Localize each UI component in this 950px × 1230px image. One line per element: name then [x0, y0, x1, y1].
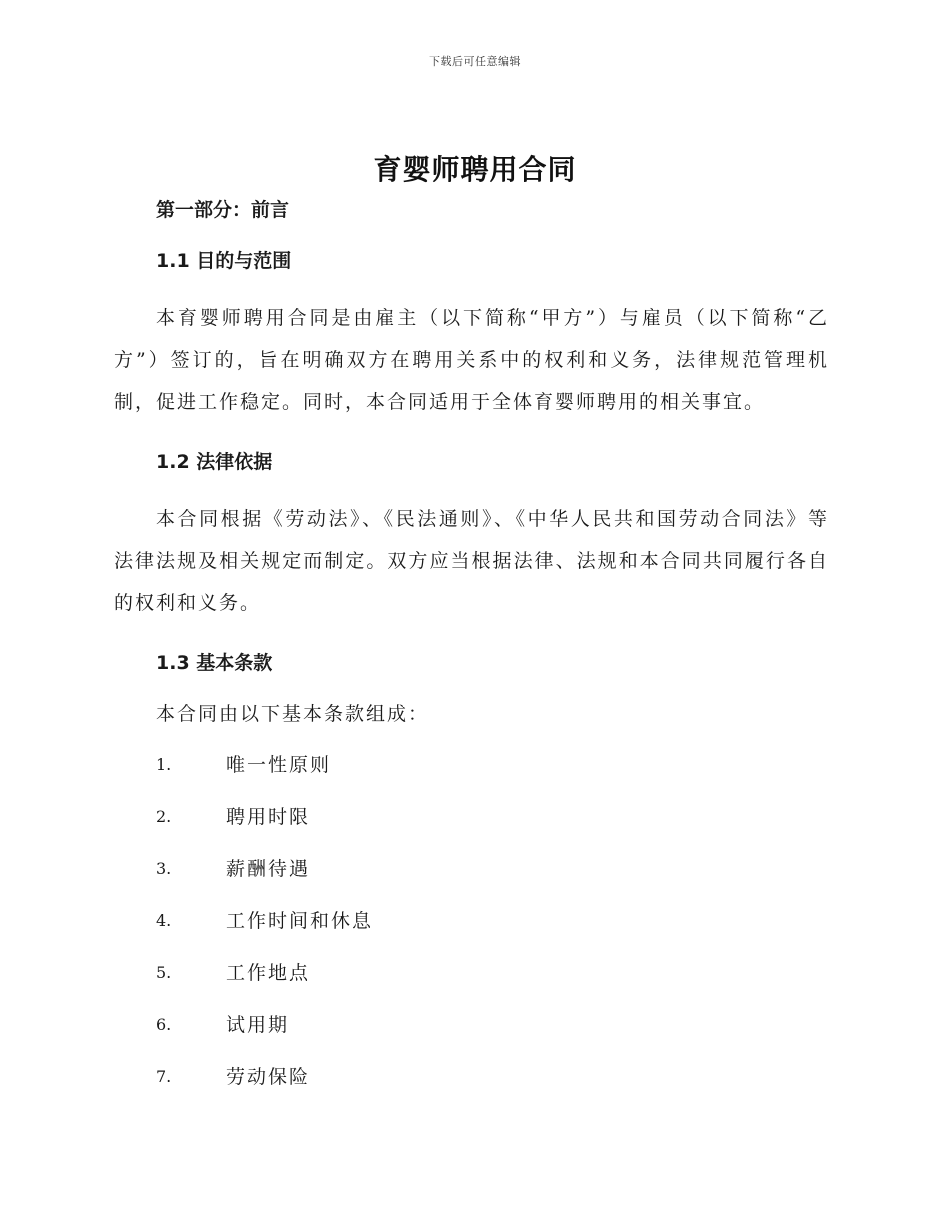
list-item-text: 薪酬待遇 [226, 858, 311, 880]
header-note: 下载后可任意编辑 [429, 55, 521, 68]
list-item [114, 802, 829, 854]
list-item-text: 试用期 [226, 1014, 290, 1036]
list-item [114, 1062, 829, 1114]
list-item [114, 750, 829, 802]
list-item-text: 聘用时限 [226, 806, 311, 828]
list-item-number: 2. [156, 807, 172, 826]
list-item-text: 劳动保险 [226, 1066, 311, 1088]
list-item-number: 7. [156, 1067, 172, 1086]
section-intro-1-3: 本合同由以下基本条款组成： [156, 703, 430, 725]
list-item-number: 4. [156, 911, 172, 930]
document-body [114, 195, 829, 1114]
section-heading-1-1: 1.1 目的与范围 [156, 250, 292, 272]
list-item [114, 958, 829, 1010]
section-heading-1-3: 1.3 基本条款 [156, 652, 273, 674]
list-item-text: 唯一性原则 [226, 754, 332, 776]
part-heading: 第一部分：前言 [156, 199, 290, 221]
list-item [114, 854, 829, 906]
list-item-number: 1. [156, 755, 172, 774]
section-body-1-2: 本合同根据《劳动法》、《民法通则》、《中华人民共和国劳动合同法》等法律法规及相关规定而制定。双方应当根据法律、法规和本合同共同履行各自的权利和义务。 [114, 508, 829, 614]
list-item-number: 3. [156, 859, 172, 878]
list-item [114, 906, 829, 958]
list-item-text: 工作时间和休息 [226, 910, 374, 932]
clause-list [114, 750, 829, 1114]
list-item-number: 5. [156, 963, 172, 982]
section-body-1-1: 本育婴师聘用合同是由雇主（以下简称“甲方”）与雇员（以下简称“乙方”）签订的，旨在明确双方在聘用关系中的权利和义务，法律规范管理机制，促进工作稳定。同时，本合同适用于全体育婴师聘用的相关事宜。 [114, 307, 829, 413]
section-heading-1-2: 1.2 法律依据 [156, 451, 273, 473]
list-item-number: 6. [156, 1015, 172, 1034]
list-item [114, 1010, 829, 1062]
document-title: 育婴师聘用合同 [373, 153, 577, 186]
list-item-text: 工作地点 [226, 962, 311, 984]
